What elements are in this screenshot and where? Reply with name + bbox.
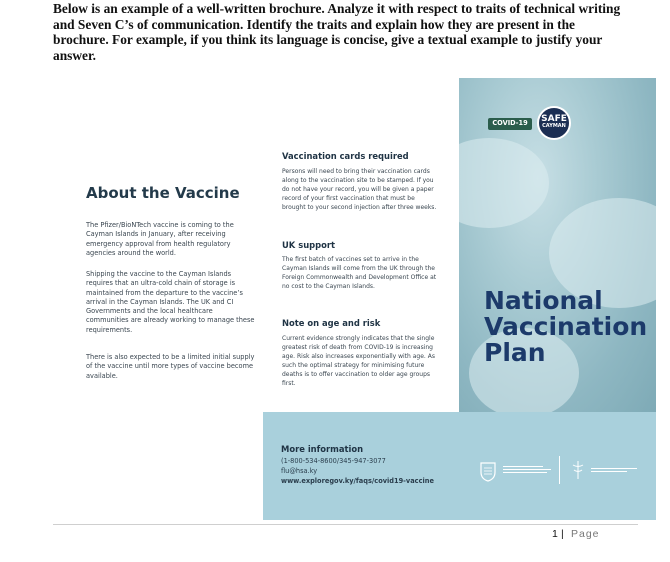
brochure-image <box>76 78 656 520</box>
assignment-instructions: Below is an example of a well-written brochure. Analyze it with respect to traits of technical writing and Seven C’s of communication. Identify the traits and explain how they are present in the brochure. For example, if you think its language is concise, give a textual example to justify your answer. <box>53 1 621 63</box>
about-paragraph-2: Shipping the vaccine to the Cayman Islands requires that an ultra-cold chain of storage is maintained from the departure to the vaccine’s arrival in the Cayman Islands. The UK and CI Governments and the local healthcare communities are already working to manage these requirements. <box>86 270 255 334</box>
vaccination-cards-body: Persons will need to bring their vaccination cards along to the vaccination site to be stamped. If you do not have your record, you will be given a paper record of your first vaccination that must be brought to your second injection after three weeks. <box>282 168 437 212</box>
page-number: 1 <box>552 528 558 540</box>
contact-email: flu@hsa.ky <box>281 467 318 475</box>
age-risk-heading: Note on age and risk <box>282 318 381 328</box>
contact-band <box>263 412 656 520</box>
page-separator: | <box>561 528 564 540</box>
cover-title <box>484 288 647 366</box>
cover-title-line: Plan <box>484 338 546 367</box>
safe-seal-subtext: CAYMAN <box>542 123 566 129</box>
cover-panel <box>459 78 656 412</box>
footer-divider <box>53 524 638 525</box>
government-logo-text <box>503 464 553 478</box>
health-services-logo-icon <box>570 460 586 480</box>
contact-phone: (1-800-534-8600/345-947-3077 <box>281 457 386 465</box>
covid19-badge <box>488 118 532 130</box>
logo-divider <box>559 456 560 484</box>
uk-support-body: The first batch of vaccines set to arrive in the Cayman Islands will come from the UK through the Foreign Commonwealth and Development Office at no cost to the Cayman Islands. <box>282 256 437 291</box>
cayman-safe-seal <box>537 106 571 140</box>
uk-support-heading: UK support <box>282 240 336 250</box>
cover-title-line: National <box>484 286 603 315</box>
health-services-logo-text <box>591 466 641 476</box>
cayman-government-crest-icon <box>477 460 499 482</box>
page-label: Page <box>571 528 600 540</box>
more-info-heading: More information <box>281 444 364 454</box>
vaccination-cards-heading: Vaccination cards required <box>282 151 409 161</box>
about-vaccine-title: About the Vaccine <box>86 184 240 202</box>
about-paragraph-1: The Pfizer/BioNTech vaccine is coming to the Cayman Islands in January, after receiving emergency approval from health regulatory agencies around the world. <box>86 221 234 257</box>
cover-title-line: Vaccination <box>484 312 648 341</box>
contact-url: www.exploregov.ky/faqs/covid19-vaccine <box>281 477 434 485</box>
age-risk-body: Current evidence strongly indicates that the single greatest risk of death from COVID-19 is increasing age. Risk also increases exponentially with age. As such the optimal strategy for minimising future deaths is to offer vaccination to older age groups first. <box>282 335 435 388</box>
covid19-label: COVID-19 <box>492 119 528 127</box>
safe-seal-text: SAFE <box>541 114 567 124</box>
virus-illustration <box>459 138 549 228</box>
about-paragraph-3: There is also expected to be a limited initial supply of the vaccine until more types of vaccine become available. <box>86 353 255 380</box>
